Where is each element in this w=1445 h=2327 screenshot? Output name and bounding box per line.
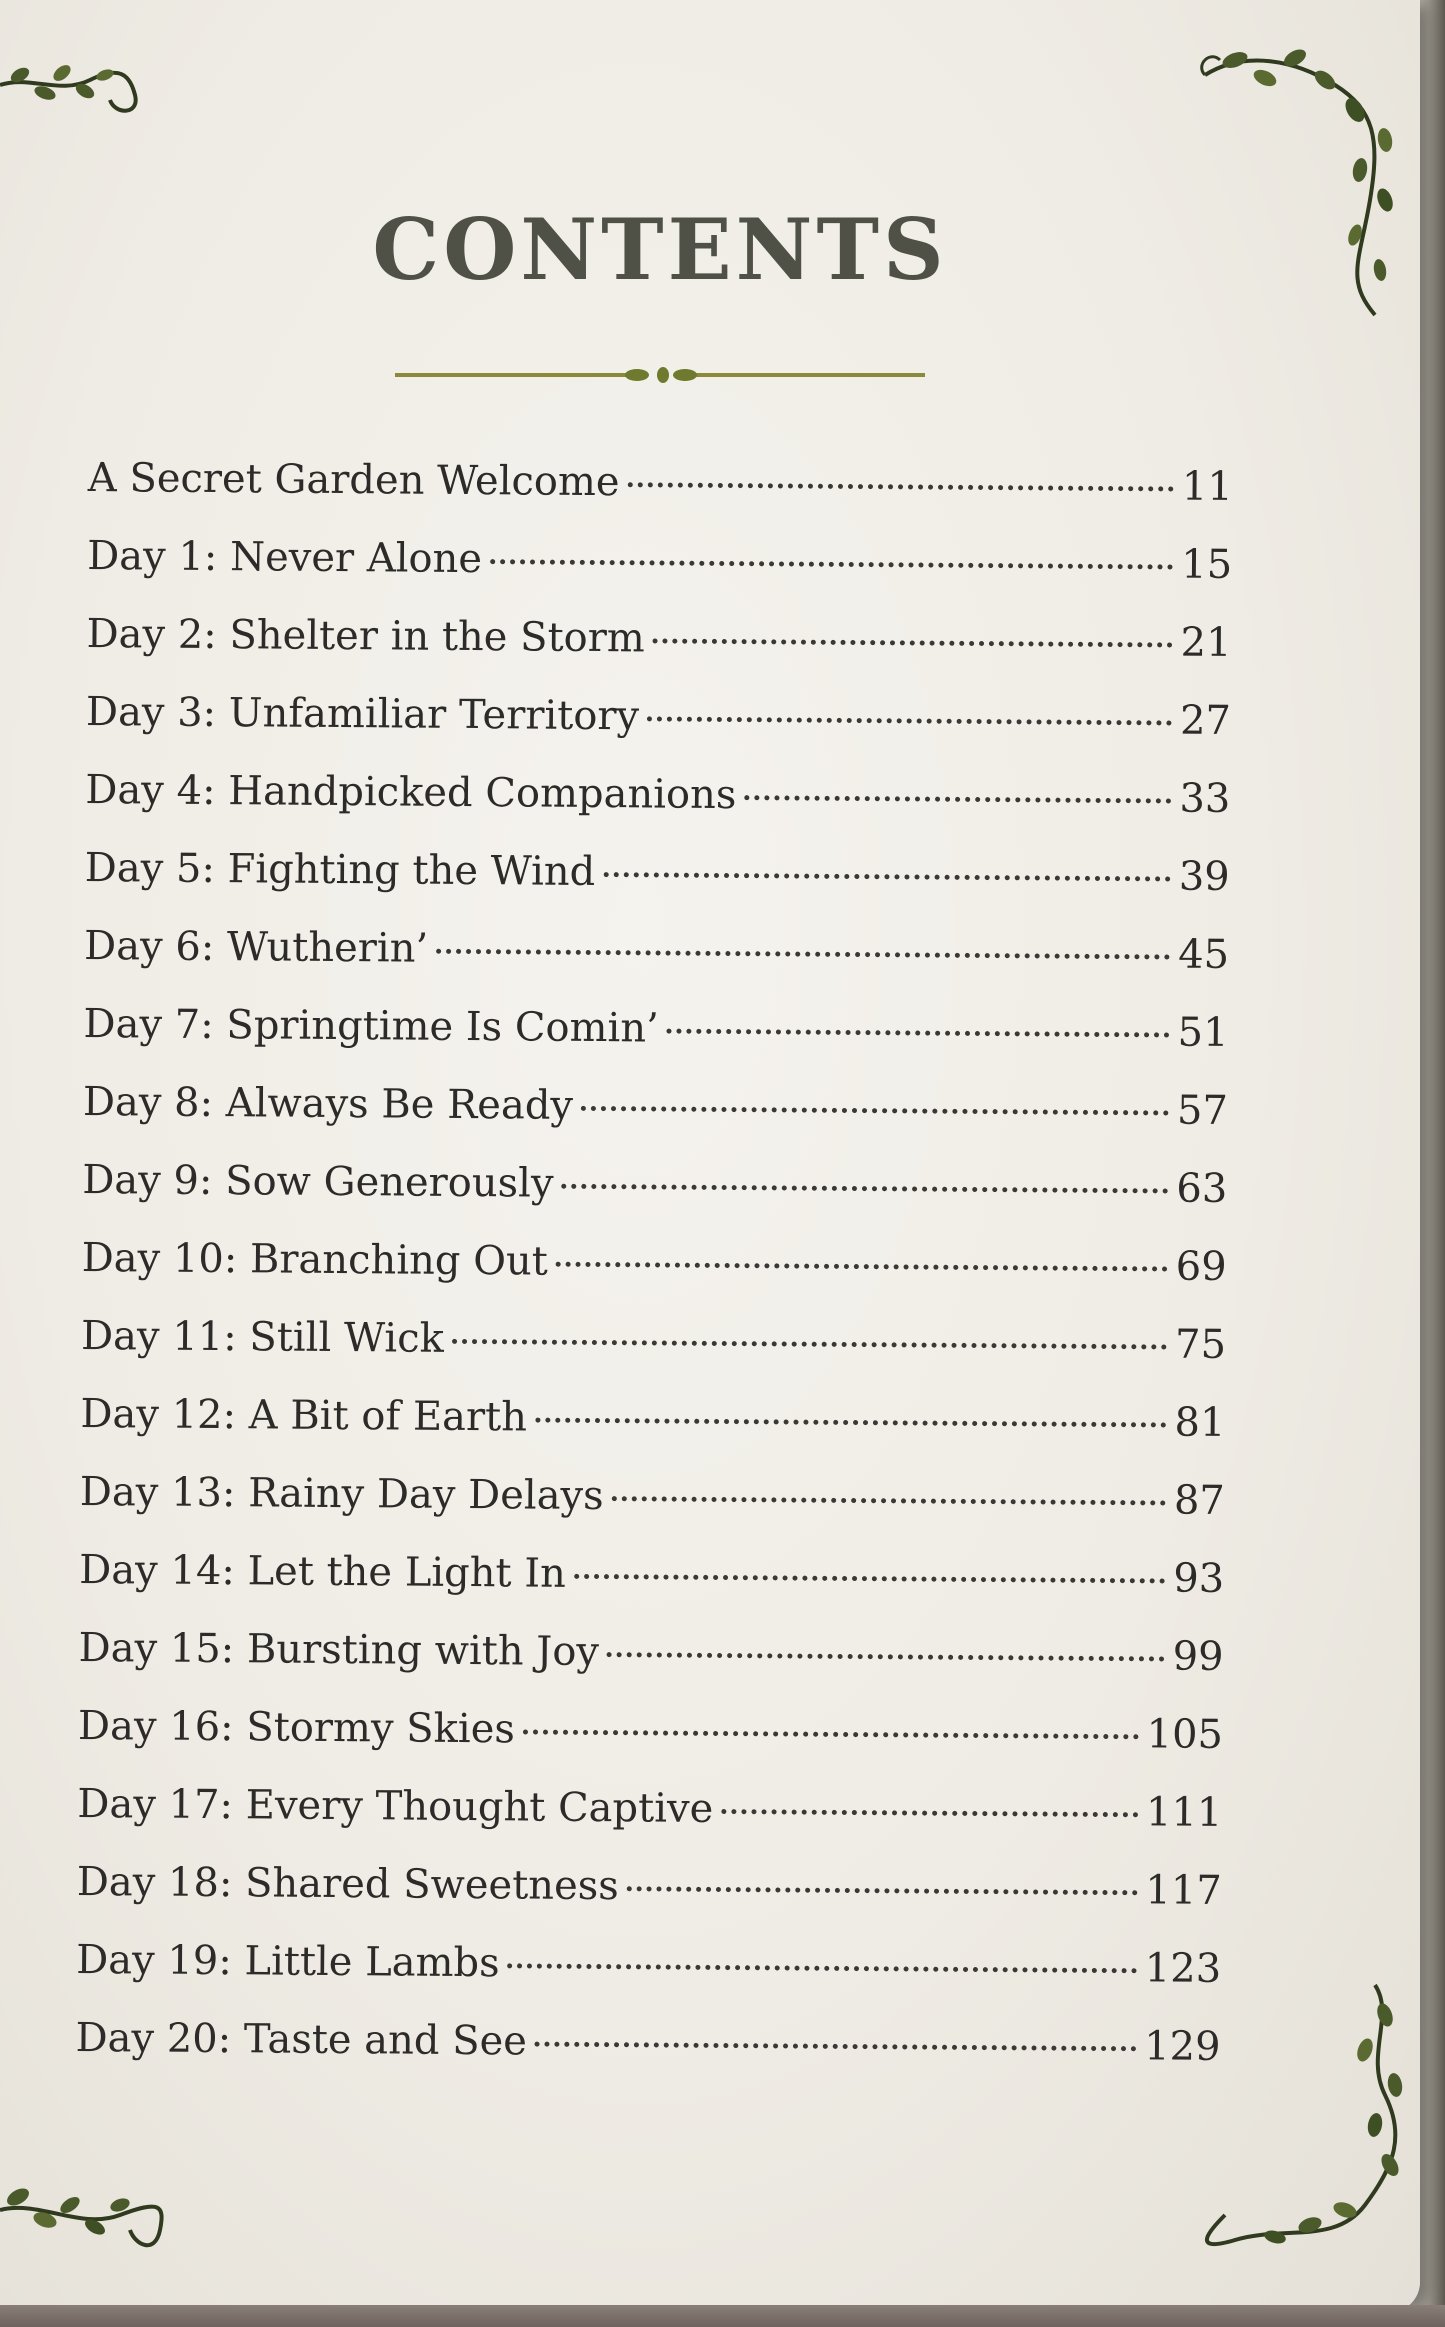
dot-leader <box>535 2042 1136 2052</box>
toc-entry-page-number: 63 <box>1176 1165 1228 1212</box>
toc-entry <box>82 1079 1228 1166</box>
toc-entry-page-number: 111 <box>1145 1789 1223 1836</box>
toc-entry-title: Day 16: Stormy Skies <box>77 1702 516 1753</box>
toc-entry <box>86 689 1232 776</box>
toc-entry-page-number: 45 <box>1178 931 1230 978</box>
toc-entry-title: Day 1: Never Alone <box>87 532 483 583</box>
dot-leader <box>647 716 1172 725</box>
dot-leader <box>721 1809 1138 1817</box>
vine-ornament-top-left-icon <box>0 45 150 115</box>
dot-leader <box>490 559 1173 569</box>
toc-entry <box>84 923 1230 1010</box>
toc-entry-page-number: 75 <box>1174 1321 1227 1368</box>
toc-entry <box>76 1859 1222 1946</box>
toc-entry-title: Day 19: Little Lambs <box>75 1936 500 1987</box>
toc-entry <box>83 1001 1229 1088</box>
toc-entry-title: Day 13: Rainy Day Delays <box>79 1468 604 1520</box>
toc-entry-page-number: 39 <box>1178 853 1230 900</box>
divider-ornament-icon <box>395 355 925 395</box>
background-surface <box>0 2305 1445 2327</box>
toc-entry-title: Day 11: Still Wick <box>80 1312 444 1362</box>
dot-leader <box>581 1106 1169 1116</box>
dot-leader <box>556 1262 1168 1272</box>
vine-ornament-bottom-left-icon <box>0 2175 180 2255</box>
toc-entry-page-number: 117 <box>1145 1867 1222 1914</box>
vine-ornament-bottom-right-icon <box>1195 1975 1415 2265</box>
dot-leader <box>436 949 1170 960</box>
toc-entry-title: Day 3: Unfamiliar Territory <box>85 688 640 740</box>
toc-entry <box>87 455 1233 542</box>
toc-entry <box>86 611 1232 698</box>
dot-leader <box>452 1339 1167 1350</box>
toc-entry-title: Day 15: Bursting with Joy <box>78 1624 600 1676</box>
toc-entry-page-number: 105 <box>1146 1711 1224 1758</box>
dot-leader <box>627 1886 1138 1895</box>
toc-entry-page-number: 57 <box>1176 1087 1229 1134</box>
dot-leader <box>603 872 1171 881</box>
table-of-contents <box>75 455 1233 2102</box>
toc-entry <box>78 1625 1224 1712</box>
toc-entry-title: Day 6: Wutherin’ <box>83 922 429 972</box>
dot-leader <box>667 1029 1170 1038</box>
toc-entry-page-number: 69 <box>1175 1243 1227 1290</box>
dot-leader <box>653 638 1173 647</box>
toc-entry-page-number: 81 <box>1174 1399 1226 1446</box>
toc-entry-page-number: 129 <box>1143 2023 1221 2070</box>
toc-entry-title: A Secret Garden Welcome <box>87 455 620 506</box>
toc-entry <box>82 1157 1228 1244</box>
toc-entry-title: Day 2: Shelter in the Storm <box>86 610 645 662</box>
toc-entry-title: Day 8: Always Be Ready <box>82 1078 574 1129</box>
dot-leader <box>523 1729 1139 1739</box>
contents-heading: CONTENTS <box>372 200 948 299</box>
dot-leader <box>574 1574 1165 1584</box>
dot-leader <box>744 795 1171 803</box>
toc-entry-title: Day 10: Branching Out <box>81 1234 548 1285</box>
toc-entry-title: Day 17: Every Thought Captive <box>77 1780 714 1832</box>
toc-entry-page-number: 123 <box>1144 1945 1222 1992</box>
dot-leader <box>612 1496 1166 1505</box>
dot-leader <box>628 482 1174 491</box>
toc-entry <box>75 2015 1221 2102</box>
toc-entry-title: Day 7: Springtime Is Comin’ <box>83 1000 659 1052</box>
toc-entry-page-number: 99 <box>1172 1633 1224 1680</box>
toc-entry <box>78 1703 1224 1790</box>
toc-entry-page-number: 93 <box>1173 1555 1225 1602</box>
dot-leader <box>535 1418 1167 1428</box>
toc-entry <box>84 845 1230 932</box>
toc-entry-title: Day 18: Shared Sweetness <box>76 1858 619 1910</box>
toc-entry <box>76 1937 1222 2024</box>
dot-leader <box>562 1184 1169 1194</box>
toc-entry-title: Day 14: Let the Light In <box>79 1546 567 1597</box>
toc-entry-page-number: 21 <box>1180 619 1232 666</box>
toc-entry <box>87 533 1233 620</box>
toc-entry-title: Day 9: Sow Generously <box>82 1156 554 1207</box>
toc-entry <box>77 1781 1223 1868</box>
dot-leader <box>607 1652 1165 1661</box>
toc-entry-page-number: 27 <box>1179 697 1232 744</box>
toc-entry <box>80 1391 1226 1478</box>
toc-entry-page-number: 33 <box>1179 775 1231 822</box>
toc-entry <box>79 1469 1225 1556</box>
toc-entry <box>81 1313 1227 1400</box>
toc-entry-page-number: 15 <box>1181 541 1233 588</box>
toc-entry <box>79 1547 1225 1634</box>
toc-entry-title: Day 4: Handpicked Companions <box>85 766 737 819</box>
toc-entry-title: Day 5: Fighting the Wind <box>84 844 596 895</box>
toc-entry-page-number: 87 <box>1173 1477 1226 1524</box>
toc-entry <box>81 1235 1227 1322</box>
toc-entry <box>85 767 1231 854</box>
toc-entry-page-number: 51 <box>1177 1009 1229 1056</box>
toc-entry-page-number: 11 <box>1181 463 1233 510</box>
toc-entry-title: Day 20: Taste and See <box>75 2014 528 2065</box>
dot-leader <box>508 1963 1137 1973</box>
toc-entry-title: Day 12: A Bit of Earth <box>80 1390 528 1441</box>
